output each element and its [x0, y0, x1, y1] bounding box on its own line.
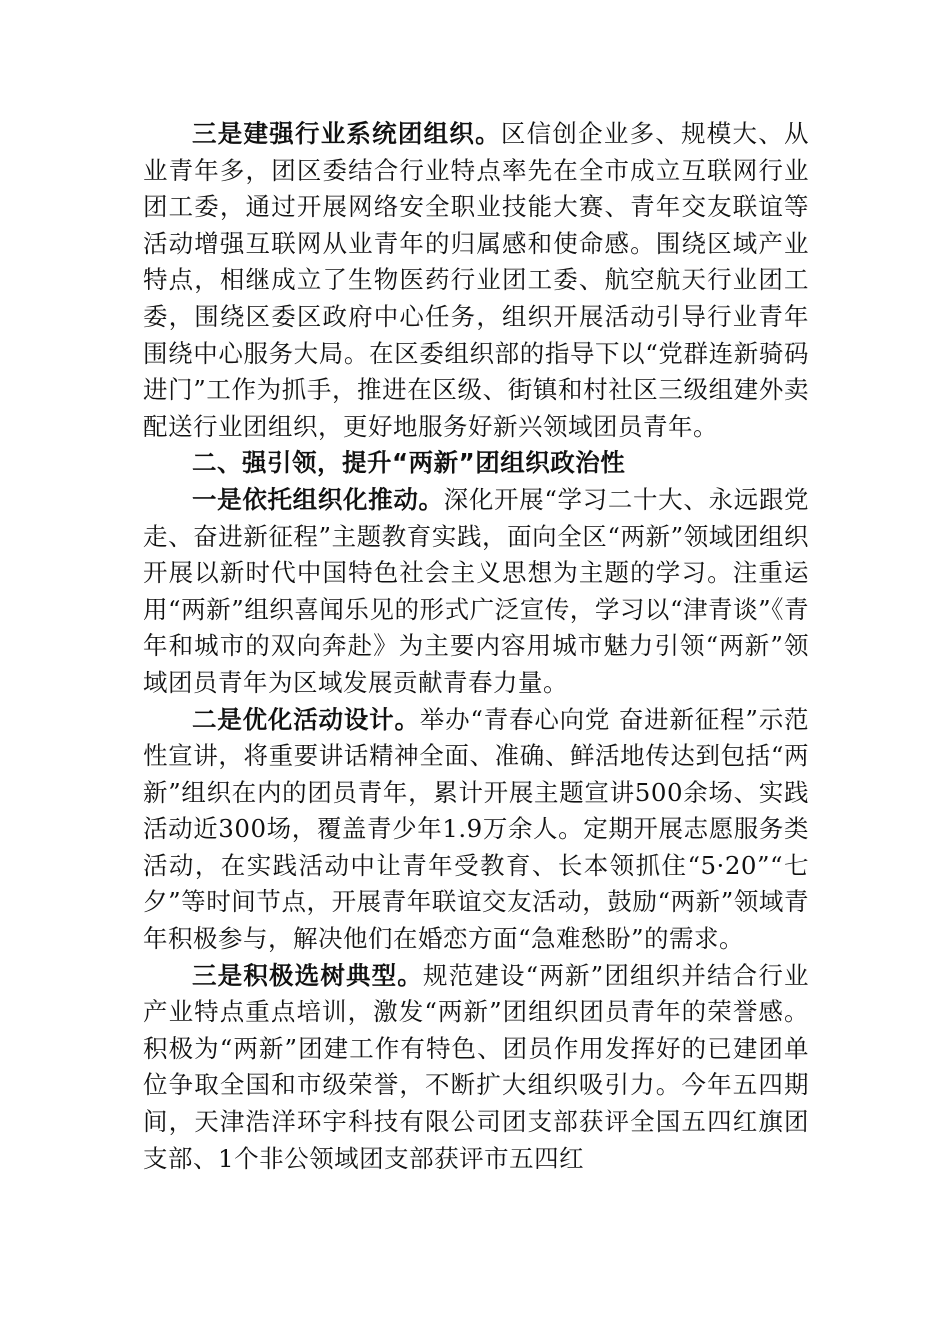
- paragraph-lead: 二是优化活动设计。: [192, 704, 420, 734]
- paragraph-lead: 一是依托组织化推动。: [192, 484, 444, 514]
- section-heading: 二、强引领，提升“两新”团组织政治性: [192, 448, 626, 478]
- paragraph-lead: 三是积极选树典型。: [192, 960, 423, 990]
- paragraph-lead: 三是建强行业系统团组织。: [192, 119, 501, 148]
- paragraph-body: 深化开展“学习二十大、永远跟党走、奋进新征程”主题教育实践，面向全区“两新”领域团组织开展以新时代中国特色社会主义思想为主题的学习。注重运用“两新”组织喜闻乐见的形式广泛宣传，学习以“津青谈”《青年和城市的双向奔赴》为主要内容用城市魅力引领“两新”领域团员青年为区域发展贡献青春力量。: [143, 484, 809, 697]
- paragraph-organized-promotion: [143, 482, 809, 702]
- paragraph-body: 举办“青春心向党 奋进新征程”示范性宣讲，将重要讲话精神全面、准确、鲜活地传达到包括“两新”组织在内的团员青年，累计开展主题宣讲500余场、实践活动近300场，覆盖青少年1.9万余人。定期开展志愿服务类活动，在实践活动中让青年受教育、长本领抓住“5·20”“七夕”等时间节点，开展青年联谊交友活动，鼓励“两新”领域青年积极参与，解决他们在婚恋方面“急难愁盼”的需求。: [143, 704, 810, 954]
- paragraph-role-models: [143, 958, 809, 1178]
- document-page: [143, 116, 809, 1177]
- paragraph-body: 区信创企业多、规模大、从业青年多，团区委结合行业特点率先在全市成立互联网行业团工委，通过开展网络安全职业技能大赛、青年交友联谊等活动增强互联网从业青年的归属感和使命感。围绕区域产业特点，相继成立了生物医药行业团工委、航空航天行业团工委，围绕区委区政府中心任务，组织开展活动引导行业青年围绕中心服务大局。在区委组织部的指导下以“党群连新骑码进门”工作为抓手，推进在区级、街镇和村社区三级组建外卖配送行业团组织，更好地服务好新兴领域团员青年。: [143, 119, 810, 441]
- paragraph-body: 规范建设“两新”团组织并结合行业产业特点重点培训，激发“两新”团组织团员青年的荣誉感。积极为“两新”团建工作有特色、团员作用发挥好的已建团单位争取全国和市级荣誉，不断扩大组织吸引力。今年五四期间，天津浩洋环宇科技有限公司团支部获评全国五四红旗团支部、1个非公领域团支部获评市五四红: [143, 960, 809, 1173]
- paragraph-industry-organizations: [143, 116, 809, 445]
- paragraph-activity-design: [143, 702, 809, 958]
